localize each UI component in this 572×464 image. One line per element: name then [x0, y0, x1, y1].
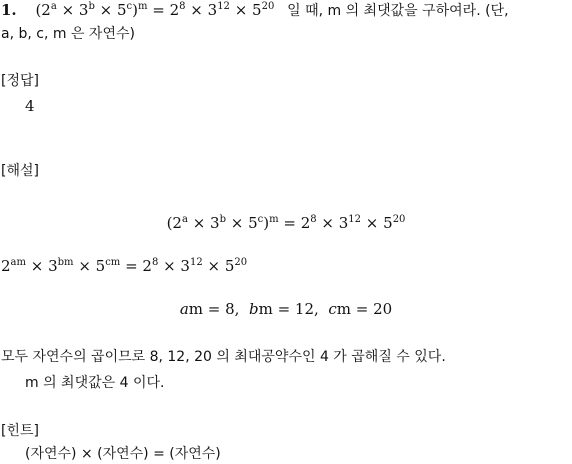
- problem-number: 1.: [1, 1, 17, 19]
- problem-equation: $(2^a \times 3^b \times 5^c)^m = 2^8 \times 3^{12} \times 5^{20}$: [35, 1, 275, 19]
- hint-text: (자연수) × (자연수) = (자연수): [25, 446, 221, 462]
- answer-heading: [정답]: [1, 73, 39, 89]
- solution-heading: [해설]: [1, 163, 39, 179]
- problem-line-1: [1, 0, 509, 21]
- solution-equation-3: am = 8, bm = 12, cm = 20: [179, 300, 393, 318]
- solution-equation-2: $2^{am} \times 3^{bm} \times 5^{cm} = 2^8 \times 3^{12} \times 5^{20}$: [1, 257, 248, 275]
- problem-text-2: a, b, c, m 은 자연수): [1, 26, 135, 42]
- problem-text-1: 일 때, m 의 최댓값을 구하여라. (단,: [287, 3, 509, 19]
- hint-heading: [힌트]: [1, 423, 39, 439]
- answer-value: 4: [25, 97, 35, 115]
- solution-text-2: m 의 최댓값은 4 이다.: [25, 375, 165, 391]
- solution-equation-1: $(2^a \times 3^b \times 5^c)^m = 2^8 \times 3^{12} \times 5^{20}$: [166, 214, 406, 232]
- solution-text-1: 모두 자연수의 곱이므로 8, 12, 20 의 최대공약수인 4 가 곱해질 수 있다.: [1, 349, 446, 365]
